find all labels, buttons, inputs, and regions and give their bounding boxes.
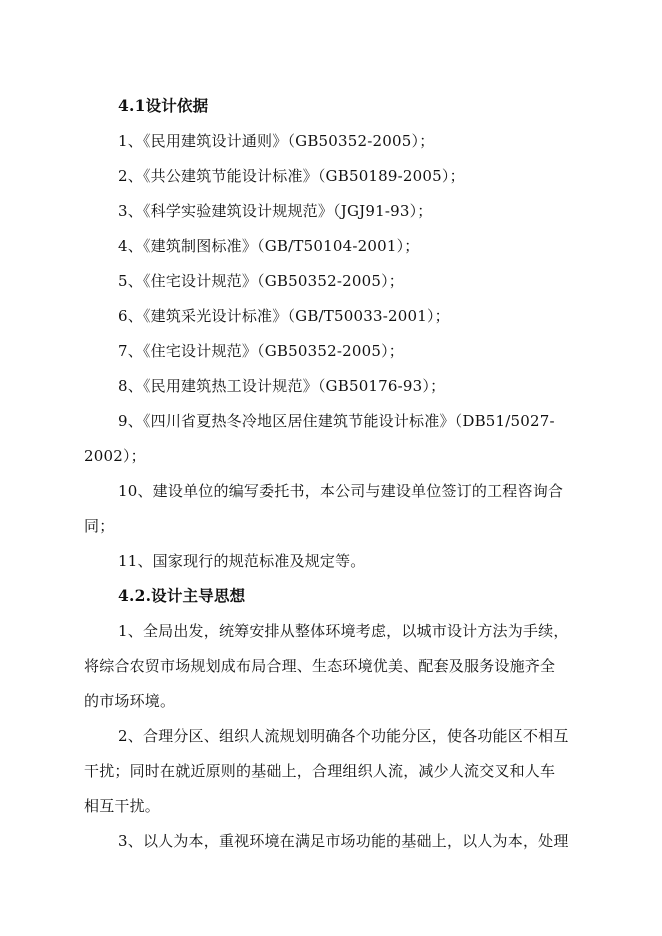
guiding-para-1-line-3: 的市场环境。 [84,692,176,710]
guiding-para-2-line-3: 相互干扰。 [84,797,161,815]
basis-item-10-line-1: 10、建设单位的编写委托书，本公司与建设单位签订的工程咨询合 [118,482,564,500]
basis-item-6: 6、《建筑采光设计标准》（GB/T50033-2001）； [118,307,450,325]
basis-item-5: 5、《住宅设计规范》（GB50352-2005）； [118,272,405,290]
basis-item-7: 7、《住宅设计规范》（GB50352-2005）； [118,342,405,360]
basis-item-9-line-1: 9、《四川省夏热冬冷地区居住建筑节能设计标准》（DB51/5027- [118,412,555,430]
section-heading-design-basis: 4.1设计依据 [118,96,209,115]
guiding-para-1-line-1: 1、全局出发，统筹安排从整体环境考虑，以城市设计方法为手续， [118,622,569,640]
basis-item-2: 2、《共公建筑节能设计标准》（GB50189-2005）； [118,167,465,185]
section-heading-guiding-idea: 4.2.设计主导思想 [118,586,246,605]
guiding-para-2-line-2: 干扰；同时在就近原则的基础上，合理组织人流，减少人流交叉和人车 [84,762,556,780]
basis-item-10-line-2: 同； [84,517,115,535]
guiding-para-2-line-1: 2、合理分区、组织人流规划明确各个功能分区，使各功能区不相互 [118,727,569,745]
basis-item-1: 1、《民用建筑设计通则》（GB50352-2005）； [118,132,435,150]
guiding-para-1-line-2: 将综合农贸市场规划成布局合理、生态环境优美、配套及服务设施齐全 [84,657,556,675]
basis-item-4: 4、《建筑制图标准》（GB/T50104-2001）； [118,237,420,255]
basis-item-3: 3、《科学实验建筑设计规规范》（JGJ91-93）； [118,202,433,220]
basis-item-8: 8、《民用建筑热工设计规范》（GB50176-93）； [118,377,446,395]
basis-item-9-line-2: 2002）； [84,447,146,465]
guiding-para-3-line-1: 3、以人为本，重视环境在满足市场功能的基础上，以人为本，处理 [118,832,569,850]
basis-item-11: 11、国家现行的规范标准及规定等。 [118,552,366,570]
